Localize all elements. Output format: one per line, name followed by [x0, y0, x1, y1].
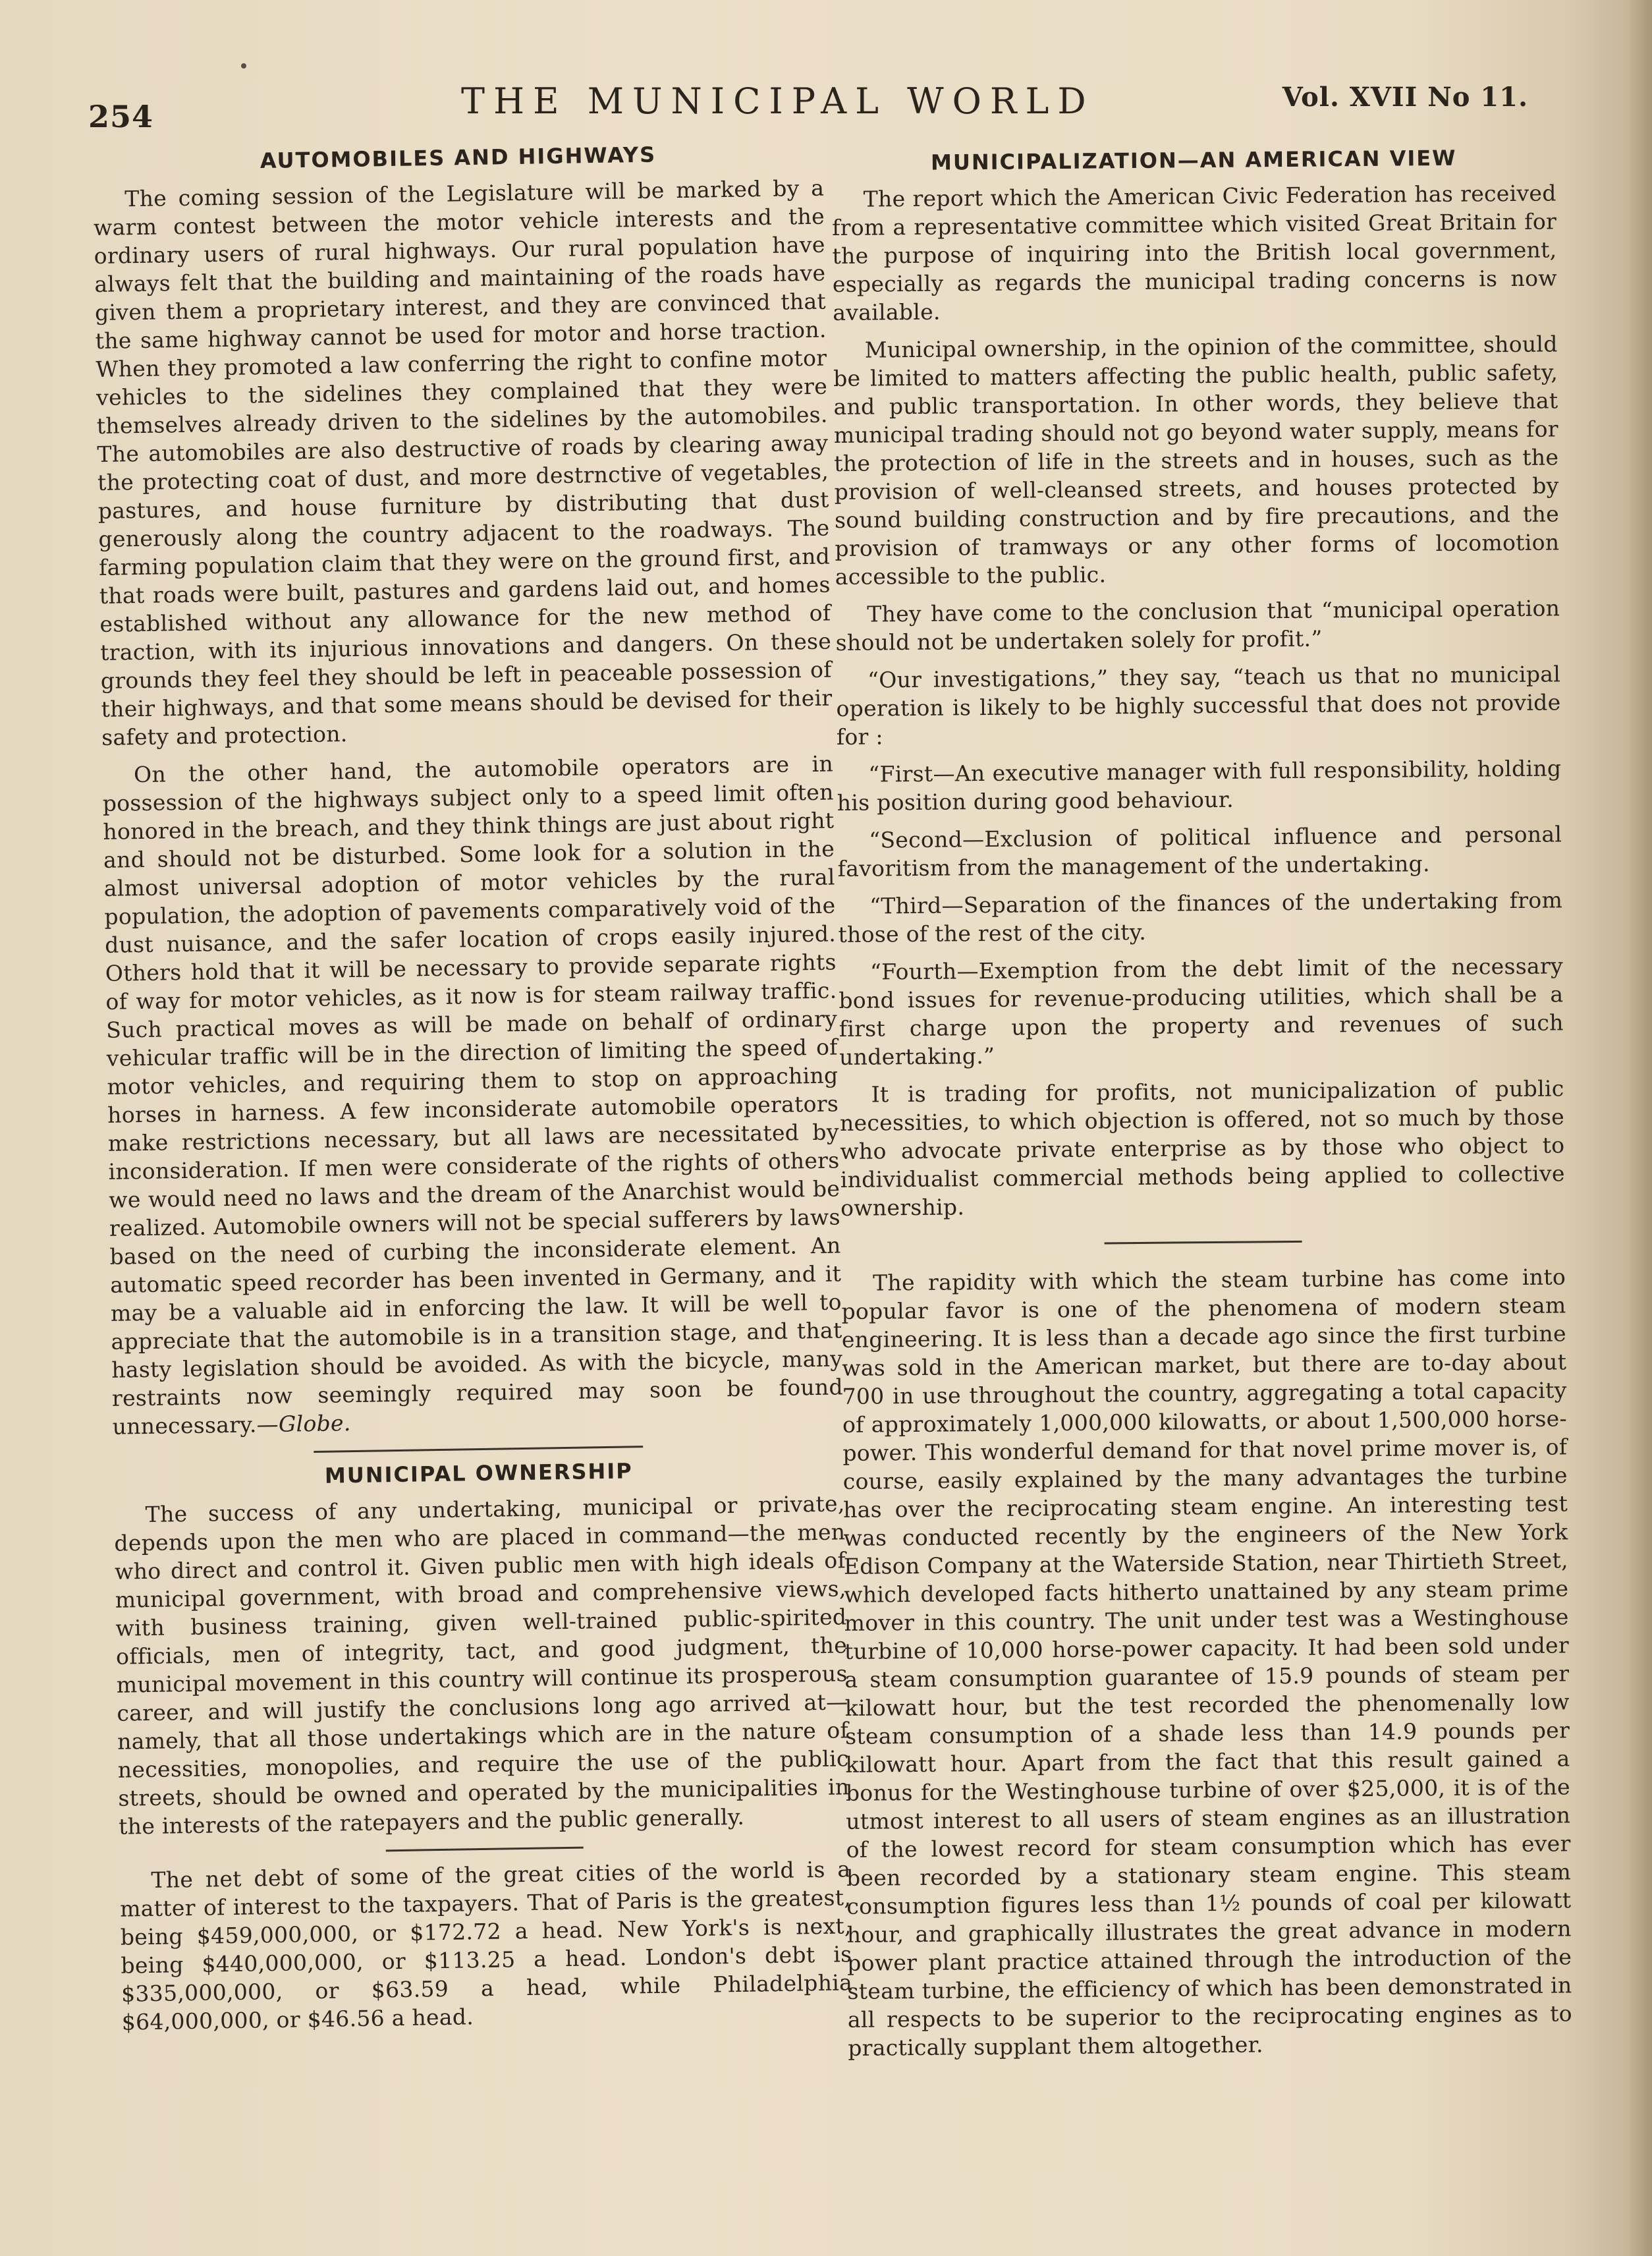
ink-speck [241, 63, 246, 69]
section-divider [314, 1446, 643, 1453]
article-source: —Globe. [256, 1410, 351, 1438]
page-edge [1630, 0, 1652, 2256]
left-column [92, 130, 853, 2046]
article-paragraph-text: On the other hand, the automobile operators are in possession of the highways subject only to a speed limit often honored in the breach, and they think things are just about right and should not be disturbed. Some look for a solution in the almost universal adoption of motor vehicles by the rural population, the adoption of pavements comparatively void of the dust nuisance, and the safer location of crops easily injured. Others hold that it will be necessary to provide separate rights of way for motor vehicles, as it now is for steam railway traffic. Such practical moves as will be made on behalf of ordinary vehicular traffic will be in the direction of limiting the speed of motor vehicles, and requiring them to stop on approaching horses in harness. A few inconsiderate automobile operators make restrictions necessary, but all laws are necessitated by inconsideration. If men were considerate of the rights of others we would need no laws and the dream of the Anarchist would be realized. Automobile owners will not be special sufferers by laws based on the need of curbing the inconsiderate element. An automatic speed recorder has been invented in Germany, and it may be a valuable aid in enforcing the law. It will be well to appreciate that the automobile is in a transition stage, and that hasty legislation should be avoided. As with the bicycle, many restraints now seemingly required may soon be found unnecessary. [102, 750, 844, 1440]
article-paragraph: It is trading for profits, not municipalization of public necessities, to which objection is offered, not so much by those who advocate private enterprise as by those who object to individualist commercial methods being applied to collective ownership. [839, 1075, 1565, 1221]
journal-title: THE MUNICIPAL WORLD [461, 80, 1095, 122]
section-divider [386, 1847, 584, 1852]
article-title: MUNICIPAL OWNERSHIP [324, 1458, 633, 1488]
page-header [86, 78, 1528, 137]
article-paragraph: The report which the American Civic Federation has received from a representative committee which visited Great Britain for the purpose of inquiring into the British local government, especially as regards the municipal trading concerns is now available. [831, 180, 1558, 325]
article-paragraph: They have come to the conclusion that “municipal operation should not be undertaken solely for profit.” [835, 595, 1560, 656]
article-paragraph: The success of any undertaking, municipal or private, depends upon the men who are placed in command—the men who direct and control it. Given public men with high ideals of municipal government, with broad and comprehensive views, with business training, given well-trained public-spirited officials, men of integrity, tact, and good judgment, the municipal movement in this country will continue its prosperous career, and will justify the conclusions long ago arrived at—namely, that all those undertakings which are in the nature of necessities, monopolies, and require the use of the public streets, should be owned and operated by the municipalities in the interests of the ratepayers and the public generally. [114, 1490, 850, 1840]
volume-label: Vol. XVII No 11. [1282, 82, 1528, 113]
page-number: 254 [88, 99, 154, 134]
article-paragraph: “Fourth—Exemption from the debt limit of the necessary bond issues for revenue-producing utilities, which shall be a first charge upon the property and revenues of such undertaking.” [839, 953, 1564, 1070]
article-paragraph: The net debt of some of the great cities of the world is a matter of interest to the taxpayers. That of Paris is the greatest, being $459,000,000, or $172.72 a head. New York's is next, being $440,000,000, or $113.25 a head. London's debt is $335,000,000, or $63.59 a head, while Philadelphia $64,000,000, or $46.56 a head. [119, 1856, 853, 2035]
article-title: AUTOMOBILES AND HIGHWAYS [260, 142, 657, 173]
article-paragraph: The rapidity with which the steam turbine has come into popular favor is one of the phenomena of modern steam engineering. It is less than a decade ago since the first turbine was sold in the American market, but there are to-day about 700 in use throughout the country, aggregating a total capacity of approximately 1,000,000 kilowatts, or about 1,500,000 horse-power. This wonderful demand for that novel prime mover is, of course, easily explained by the many advantages the turbine has over the reciprocating steam engine. An interesting test was conducted recently by the engineers of the New York Edison Company at the Waterside Station, near Thirtieth Street, which developed facts hitherto unattained by any steam prime mover in this country. The unit under test was a Westinghouse turbine of 10,000 horse-power capacity. It had been sold under a steam consumption guarantee of 15.9 pounds of steam per kilowatt hour, but the test recorded the phenomenally low steam consumption of a shade less than 14.9 pounds per kilowatt hour. Apart from the fact that this result gained a bonus for the Westinghouse turbine of over $25,000, it is of the utmost interest to all users of steam engines as an illustration of the lowest record for steam consumption which has ever been recorded by a stationary steam engine. This steam consumption figures less than 1½ pounds of coal per kilowatt hour, and graphically illustrates the great advance in modern power plant practice attained through the introduction of the steam turbine, the efficiency of which has been demonstrated in all respects to be superior to the reciprocating engines as to practically supplant them altogether. [841, 1264, 1573, 2061]
article-paragraph: “Third—Separation of the finances of the undertaking from those of the rest of the city. [838, 887, 1563, 947]
article-paragraph: The coming session of the Legislature will be marked by a warm contest between the motor vehicle interests and the ordinary users of rural highways. Our rural population have always felt that the building and maintaining of the roads have given them a proprietary interest, and they are convinced that the same highway cannot be used for motor and horse traction. When they promoted a law conferring the right to confine motor vehicles to the sidelines they complained that they were themselves already driven to the sidelines by the automobiles. The automobiles are also destructive of roads by clearing away the protecting coat of dust, and more destrnctive of vegetables, pastures, and house furniture by distributing that dust generously along the country adjacent to the roadways. The farming population claim that they were on the ground first, and that roads were built, pastures and gardens laid out, and homes established without any allowance for the new method of traction, with its injurious innovations and dangers. On these grounds they feel they should be left in peaceable possession of their highways, and that some means should be devised for their safety and protection. [93, 175, 833, 750]
article-paragraph: Municipal ownership, in the opinion of the committee, should be limited to matters affecting the public health, public safety, and public transportation. In other words, they believe that municipal trading should not go beyond water supply, means for the protection of life in the streets and in houses, such as the provision of well-cleansed streets, and houses protected by sound building construction and by fire precautions, and the provision of tramways or any other forms of locomotion accessible to the public. [833, 331, 1560, 590]
right-column [831, 135, 1573, 2071]
article-paragraph [102, 749, 844, 1440]
section-divider [1105, 1241, 1302, 1245]
article-paragraph: “First—An executive manager with full responsibility, holding his position during good behaviour. [837, 755, 1562, 816]
article-title: MUNICIPALIZATION—AN AMERICAN VIEW [930, 145, 1457, 175]
article-paragraph: “Our investigations,” they say, “teach us that no municipal operation is likely to be highly successful that does not provide for : [836, 661, 1561, 750]
article-paragraph: “Second—Exclusion of political influence and personal favoritism from the management of the undertaking. [837, 821, 1562, 882]
